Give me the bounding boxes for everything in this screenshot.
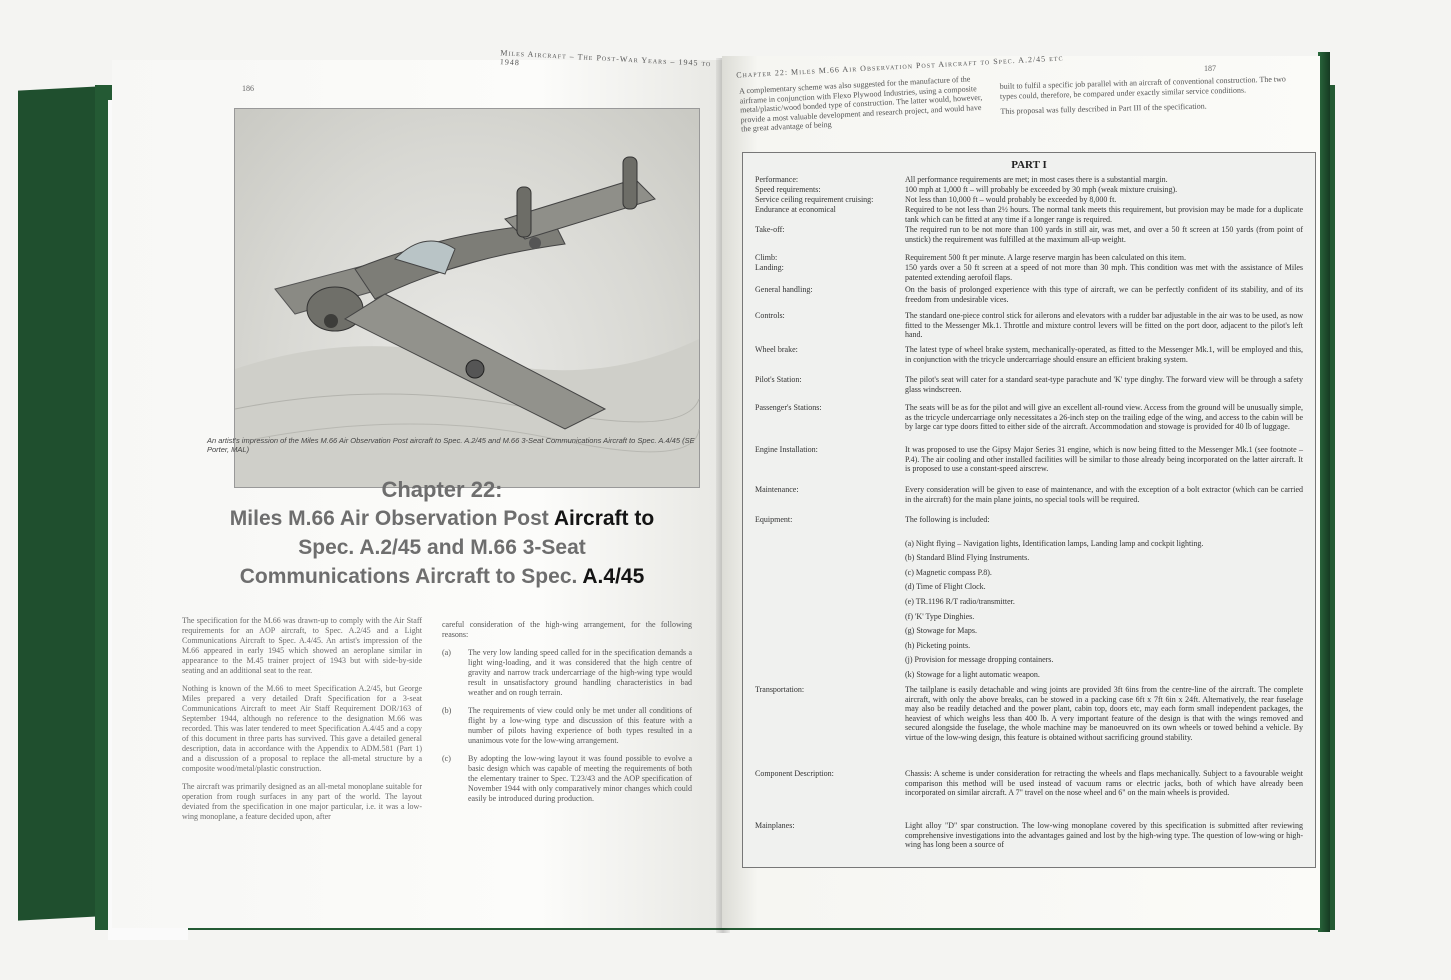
chapter-title-part: Miles M.66 Air Observation Post — [229, 507, 554, 530]
paragraph: This proposal was fully described in Part III of the specification. — [1000, 101, 1207, 116]
spec-label: Passenger's Stations: — [755, 403, 822, 412]
left-page-number: 186 — [242, 84, 254, 93]
chapter-number: Chapter 22: — [381, 477, 503, 502]
figure-caption: An artist's impression of the Miles M.66 Air Observation Post aircraft to Spec. A.2/45 and M.66 3-Seat Communications Aircraft to Spec. A.4/45 (SE Porter, MAL) — [207, 436, 695, 454]
paragraph: The aircraft was primarily designed as an all-metal monoplane suitable for operation from rough surfaces in any part of the world. The layout deviated from the specification in one major particular, i.e. it was a low-wing monoplane, a feature decided upon, after — [182, 782, 422, 821]
equipment-item: (c) Magnetic compass P.8). — [905, 567, 992, 577]
aircraft-illustration — [234, 108, 700, 488]
equipment-item: (g) Stowage for Maps. — [905, 626, 977, 636]
spec-label: Endurance at economical — [755, 205, 836, 214]
equipment-item: (a) Night flying – Navigation lights, Identification lamps, Landing lamp and cockpit lighting. — [905, 538, 1204, 548]
spec-value: Every consideration will be given to ease of maintenance, and with the exception of a bolt extractor (which can be carried in the aircraft) for the main plane joints, no special tools will be required. — [905, 485, 1303, 504]
equipment-item: (j) Provision for message dropping containers. — [905, 655, 1054, 665]
paragraph: built to fulfil a specific job parallel with an aircraft of conventional construction. The two types could, therefore, be compared under exactly similar service conditions. — [999, 74, 1286, 101]
spec-label: Performance: — [755, 175, 799, 184]
spec-label: Maintenance: — [755, 485, 799, 494]
chapter-title-part: A.4/45 — [582, 565, 645, 588]
spec-label: General handling: — [755, 285, 813, 294]
spec-value: The required run to be not more than 100 yards in still air, was met, and over a 50 ft screen at 150 yards (from point of unstick) the requirement was fulfilled at the maximum all-up weight. — [905, 225, 1303, 244]
right-intro-column-1: A complementary scheme was also suggested for the manufacture of the airframe in conjunction with Flexo Plywood Industries, using a composite metal/plastic/wood bonded type of construction. The latter would, however, provide a most valuable development and research project, and would have the great advantage of being — [738, 74, 983, 134]
paragraph: careful consideration of the high-wing arrangement, for the following reasons: — [442, 620, 692, 639]
equipment-item: (e) TR.1196 R/T radio/transmitter. — [905, 596, 1015, 606]
equipment-item: (k) Stowage for a light automatic weapon. — [905, 669, 1040, 679]
chapter-title-line2: Spec. A.2/45 and M.66 3-Seat — [298, 536, 586, 559]
left-body-column-1 — [182, 616, 422, 830]
spec-value: The pilot's seat will cater for a standard seat-type parachute and 'K' type dinghy. The forward view will be through a safety glass windscreen. — [905, 375, 1303, 394]
spec-label: Take-off: — [755, 225, 785, 234]
spec-label: Landing: — [755, 263, 784, 272]
chapter-title-part: Aircraft to — [553, 507, 655, 530]
right-intro-column-2 — [1000, 74, 1301, 116]
spec-label: Component Description: — [755, 769, 834, 778]
spec-value: Light alloy "D" spar construction. The low-wing monoplane covered by this specification is submitted after reviewing comprehensive investigations into the advantages gained and lost by the high-wing type. The question of low-wing or high-wing has long been a source of — [905, 821, 1303, 850]
spec-value: The latest type of wheel brake system, mechanically-operated, as fitted to the Messenger Mk.1, will be employed and this, in conjunction with the tricycle undercarriage should ensure an efficient braking system. — [905, 345, 1303, 364]
spec-value: Not less than 10,000 ft – would probably be exceeded by 8,000 ft. — [905, 195, 1117, 204]
spec-value: All performance requirements are met; in most cases there is a substantial margin. — [905, 175, 1168, 184]
spec-label: Service ceiling requirement cruising: — [755, 195, 874, 204]
spec-label: Wheel brake: — [755, 345, 798, 354]
reason-text: The requirements of view could only be met under all conditions of flight by a low-wing type and discussion of this feature with a number of pilots having experience of both types resulted in a unanimous vote for the low-wing arrangement. — [468, 706, 692, 745]
spec-value: 100 mph at 1,000 ft – will probably be exceeded by 30 mph (weak mixture cruising). — [905, 185, 1178, 194]
reason-item — [442, 648, 692, 698]
spec-value: The seats will be as for the pilot and will give an excellent all-round view. Access from the ground will be unusually simple, as the tricycle undercarriage only necessitates a 26-inch step on the trailing edge of the wing, and access to the cabin will be by large car type doors fitted to either side of the aircraft. Accommodation and stowage is provided for 40 lb of luggage. — [905, 403, 1303, 432]
equipment-item: (b) Standard Blind Flying Instruments. — [905, 553, 1030, 563]
chapter-title-line1 — [182, 504, 702, 533]
equipment-list — [905, 537, 1303, 683]
spec-label: Climb: — [755, 253, 778, 262]
spec-label: Mainplanes: — [755, 821, 795, 830]
spec-value: On the basis of prolonged experience with this type of aircraft, we can be perfectly confident of its stability, and of its freedom from undesirable vices. — [905, 285, 1303, 304]
reason-label: (b) — [442, 706, 452, 715]
reason-label: (a) — [442, 648, 451, 657]
spec-value: Required to be not less than 2½ hours. The normal tank meets this requirement, but provision may be made for a duplicate tank which can be fitted at any time if a longer range is required. — [905, 205, 1303, 224]
spec-part-title: PART I — [1011, 159, 1047, 171]
equipment-item: (h) Picketing points. — [905, 640, 971, 650]
equipment-item: (d) Time of Flight Clock. — [905, 582, 986, 592]
spec-label: Engine Installation: — [755, 445, 818, 454]
spec-label: Pilot's Station: — [755, 375, 802, 384]
paragraph: Nothing is known of the M.66 to meet Specification A.2/45, but George Miles prepared a very detailed Draft Specification for a 3-seat Communications Aircraft to meet Air Staff Requirement DOR/163 of September 1944, although no reference to the designation M.66 was recorded. This was later tendered to meet Specification A.4/45 and a copy of this document in three parts has survived. This gave a detailed general description, data in accordance with the Appendix to ADM.581 (Part 1) and a discussion of a proposal to replace the all-metal structure by a composite wood/metal/plastic construction. — [182, 684, 422, 773]
spec-value: Requirement 500 ft per minute. A large reserve margin has been calculated on this item. — [905, 253, 1186, 262]
right-running-head: Chapter 22: Miles M.66 Air Observation Post Aircraft to Spec. A.2/45 etc — [735, 53, 1064, 80]
left-page — [112, 48, 722, 928]
chapter-title-line3 — [182, 562, 702, 591]
equipment-item: (f) 'K' Type Dinghies. — [905, 611, 975, 621]
spec-label: Equipment: — [755, 515, 793, 524]
reason-label: (c) — [442, 754, 451, 763]
specification-table — [742, 152, 1316, 868]
spec-value: The tailplane is easily detachable and wing joints are provided 3ft 6ins from the centre-line of the aircraft. The complete aircraft, with only the above breaks, can be stowed in a packing case 6ft x 7ft 6in x 24ft. Alternatively, the rear fuselage may also be readily detached and the power plant, cabin top, doors etc, may each form small independent packages, the heaviest of which weighs less than 400 lb. A very important feature of the design is that with the wings removed and secured alongside the fuselage, the whole machine may be manoeuvred on its own wheels or towed behind a vehicle. By virtue of the low-wing design, this feature is obtained without sacrificing ground stability. — [905, 685, 1303, 742]
right-page-number: 187 — [1204, 64, 1216, 73]
spec-value: Chassis: A scheme is under consideration for retracting the wheels and flaps mechanically. Subject to a favourable weight comparison this method will be used instead of vacuum rams or electric jacks, both of which have already been incorporated on similar aircraft. A 7" travel on the nose wheel and 6" on the main wheels is provided. — [905, 769, 1303, 798]
spec-label: Speed requirements: — [755, 185, 821, 194]
left-body-column-2 — [442, 620, 692, 812]
reason-text: The very low landing speed called for in the specification demands a light wing-loading, and it was considered that the high centre of gravity and narrow track undercarriage of the high-wing type would result in unsatisfactory ground handling characteristics in bad weather and on rough terrain. — [468, 648, 692, 697]
right-page — [722, 53, 1320, 928]
reason-item — [442, 706, 692, 746]
chapter-title-part: Communications Aircraft to Spec. — [239, 565, 583, 588]
spec-label: Transportation: — [755, 685, 805, 694]
reason-item — [442, 754, 692, 804]
spec-value: 150 yards over a 50 ft screen at a speed of not more than 30 mph. This condition was met with the assistance of Miles patented extending aerofoil flaps. — [905, 263, 1303, 282]
reason-text: By adopting the low-wing layout it was found possible to evolve a basic design which was capable of meeting the requirements of both the elementary trainer to Spec. T.23/43 and the AOP specification of November 1944 with only comparatively minor changes which could easily be introduced during production. — [468, 754, 692, 803]
spec-value: The standard one-piece control stick for ailerons and elevators with a rudder bar adjustable in the air was to be used, as now fitted to the Messenger Mk.1. Throttle and mixture control levers will be fitted on the port door, adjacent to the pilot's left hand. — [905, 311, 1303, 340]
spec-value: It was proposed to use the Gipsy Major Series 31 engine, which is now being fitted to the Messenger Mk.1 (see footnote – P.4). The air cooling and other installed facilities will be similar to those already being incorporated on the latter aircraft. It is proposed to use a constant-speed airscrew. — [905, 445, 1303, 474]
spec-value: The following is included: (a) Night flying – Navigation lights, Identification lamps, Landing lamp and cockpit lighting. (b) Standard Blind Flying Instruments. (c) Magnetic compass P.8). (d) Time of Flight Clock. (e) TR.1196 R/T radio/transmitter. (f) 'K' Type Dinghies. (g) Stowage for Maps. (h) Picketing points. (j) Provision for message dropping containers. (k) Stowage for a light automatic weapon. — [905, 515, 1303, 683]
spec-label: Controls: — [755, 311, 785, 320]
left-running-head: Miles Aircraft – The Post-War Years – 1945 to 1948 — [499, 48, 712, 69]
chapter-heading — [182, 476, 702, 591]
paragraph: The specification for the M.66 was drawn-up to comply with the Air Staff requirements for an AOP aircraft, to Spec. A.2/45 and a Light Communications Aircraft to Spec. A.4/45. An artist's impression of the M.66 appeared in early 1945 which showed an aeroplane similar in appearance to the M.45 trainer project of 1943 but with side-by-side seating and an additional seat to the rear. — [182, 616, 422, 675]
